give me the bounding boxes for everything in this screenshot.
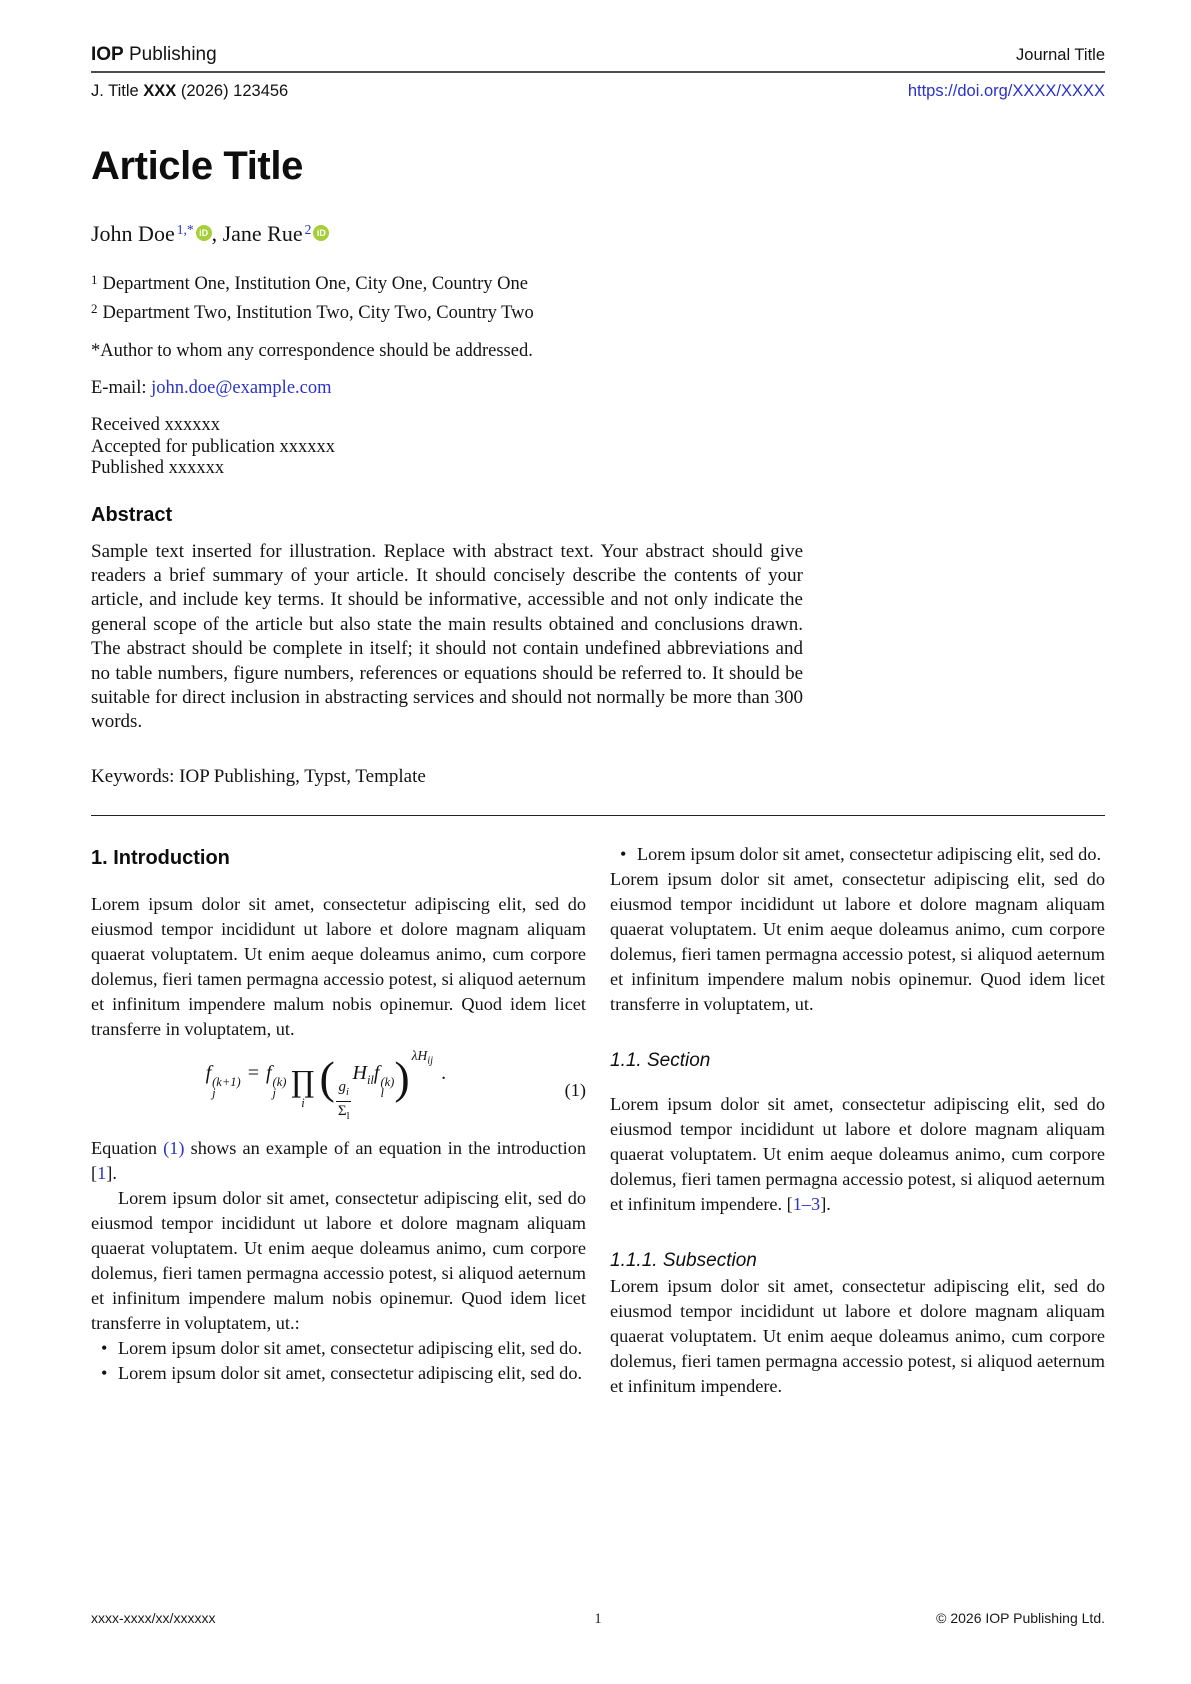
citation-row [91,82,1105,101]
author-separator: , [211,221,223,246]
page-footer [91,1610,1105,1628]
correspondence-note: *Author to whom any correspondence should be addressed. [91,341,533,361]
eq-sup: (k) [272,1074,287,1089]
list-item: • Lorem ipsum dolor sit amet, consectetur adipiscing elit, sed do. [637,842,1105,867]
citation-bracket: [ [786,1193,793,1214]
paragraph: Lorem ipsum dolor sit amet, consectetur adipiscing elit, sed do eiusmod tempor incididunt ut labore et dolore magnam aliquam quaerat voluptatem. Ut enim aeque doleamus animo, cum corpore dolemus, fieri tamen permagna accessio potest, si aliquod aeternum et infinitum impendere. [610,1275,1105,1396]
divider-rule [91,815,1105,816]
publisher-name [91,44,217,66]
section-heading-1-1-1: 1.1.1. Subsection [610,1249,757,1271]
eq-var-f: f [205,1061,212,1084]
text: Lorem ipsum dolor sit amet, consectetur adipiscing elit, sed do eiusmod tempor incididunt ut labore et dolore magnam aliquam quaerat voluptatem. Ut enim aeque doleamus animo, cum corpore dolemus, fieri tamen permagna accessio potest, si aliquod aeternum et infinitum impendere. [610,1093,1105,1214]
citation-prefix: J. Title [91,82,144,100]
page-number: 1 [594,1611,602,1627]
eq-sub: il [366,1072,374,1087]
product-index: i [301,1095,305,1110]
header-rule [91,71,1105,73]
eq-var-H: H [352,1061,367,1084]
paragraph: Lorem ipsum dolor sit amet, consectetur adipiscing elit, sed do eiusmod tempor incididunt ut labore et dolore magnam aliquam quaerat voluptatem. Ut enim aeque doleamus animo, cum corpore dolemus, fieri tamen permagna accessio potest, si aliquod aeternum et infinitum impendere malum nobis opinemur. Quod idem licet transferre in voluptatem, ut. [91,893,586,1039]
article-body [91,842,1105,1399]
eq-period: . [441,1061,447,1084]
affiliation-line [91,297,803,326]
published-date: Published xxxxxx [91,458,225,478]
author-line [91,217,803,247]
keywords-line [91,766,803,788]
eq-exponent [412,1043,433,1074]
paragraph [91,1136,586,1186]
eq-exp-base: λH [411,1047,428,1063]
bullet-list [610,842,1105,867]
equation-body [91,1047,561,1126]
abstract-text: Sample text inserted for illustration. Replace with abstract text. Your abstract should give readers a brief summary of your article. It should concisely describe the contents of your article, and include key terms. It should be informative, accessible and not only indicate the general scope of the article but also state the main results obtained and conclusions drawn. The abstract should be complete in itself; it should not contain undefined abbreviations and no table numbers, figure numbers, references or equations should be referred to. It should be suitable for direct inclusion in abstracting services and should not normally be more than 300 words. [91,540,803,733]
paragraph: Lorem ipsum dolor sit amet, consectetur adipiscing elit, sed do eiusmod tempor incididunt ut labore et dolore magnam aliquam quaerat voluptatem. Ut enim aeque doleamus animo, cum corpore dolemus, fieri tamen permagna accessio potest, si aliquod aeternum et infinitum impendere malum nobis opinemur. Quod idem licet transferre in voluptatem, ut.: [91,1187,586,1333]
author-name: John Doe [91,221,175,246]
keywords-value: IOP Publishing, Typst, Template [179,765,426,787]
received-date: Received xxxxxx [91,415,220,435]
eq-sup: (k+1) [212,1074,241,1089]
section-heading-introduction: 1. Introduction [91,846,230,869]
article-dates [91,415,803,480]
doi-link[interactable]: https://doi.org/XXXX/XXXX [907,82,1105,100]
eq-open-paren: ( [319,1051,335,1103]
citation-link[interactable]: 1–3 [792,1193,821,1214]
eq-scripts [272,1074,287,1100]
eq-sub: l [380,1085,384,1100]
email-link[interactable]: john.doe@example.com [151,378,332,398]
eq-scripts [212,1074,241,1100]
issn-code: xxxx-xxxx/xx/xxxxxx [91,1610,216,1626]
eq-sub: i [345,1086,349,1098]
journal-header [91,44,1105,66]
eq-sub: l [346,1110,350,1122]
paragraph: Lorem ipsum dolor sit amet, consectetur adipiscing elit, sed do eiusmod tempor incididunt ut labore et dolore magnam aliquam quaerat voluptatem. Ut enim aeque doleamus animo, cum corpore dolemus, fieri tamen permagna accessio potest, si aliquod aeternum et infinitum impendere malum nobis opinemur. Quod idem licet transferre in voluptatem, ut. [610,868,1105,1014]
fraction-numerator [336,1079,350,1101]
orcid-icon[interactable]: iD [313,225,329,241]
citation-bracket: [ [91,1162,98,1183]
affiliations [91,268,803,325]
eq-var-f: f [265,1061,272,1084]
eq-var-f: f [373,1061,380,1084]
eq-scripts [380,1074,395,1100]
orcid-icon[interactable]: iD [196,225,212,241]
front-matter [91,144,803,788]
copyright-notice: © 2026 IOP Publishing Ltd. [936,1610,1105,1626]
sigma-symbol: Σ [337,1102,347,1119]
keywords-label: Keywords: [91,765,180,787]
accepted-date: Accepted for publication xxxxxx [91,436,336,457]
eq-exp-sub: ij [427,1055,434,1067]
citation-suffix: (2026) 123456 [176,82,289,100]
equation-number: (1) [564,1079,586,1100]
list-item: • Lorem ipsum dolor sit amet, consectetur adipiscing elit, sed do. [118,1336,586,1361]
text: shows an example of an equation in the introduction [184,1137,587,1158]
email-label: E-mail: [91,378,152,398]
left-column [91,842,586,1399]
eq-sub: j [272,1085,277,1100]
citation-link[interactable]: 1 [97,1162,107,1183]
eq-equals: = [247,1061,259,1084]
publisher-name-rest: Publishing [123,44,217,65]
product-symbol: ∏ [291,1064,315,1099]
list-item: • Lorem ipsum dolor sit amet, consectetur adipiscing elit, sed do. [118,1361,586,1386]
eq-var-g: g [338,1078,346,1095]
affiliation-text: Department Two, Institution Two, City Two, Country Two [102,302,534,323]
section-heading-1-1: 1.1. Section [610,1049,711,1071]
affiliation-text: Department One, Institution One, City One, Country One [102,274,528,294]
equation-ref-link[interactable]: (1) [163,1137,185,1158]
citation-line [91,82,288,101]
citation-bracket: ]. [820,1193,831,1214]
eq-sub: j [212,1085,216,1100]
email-line [91,378,803,399]
citation-bracket: ]. [106,1162,117,1183]
page-title: Article Title [91,144,303,188]
affiliation-line [91,268,803,297]
citation-volume: XXX [143,82,177,100]
abstract-heading: Abstract [91,503,173,526]
text: Equation [91,1137,164,1158]
right-column [610,842,1105,1399]
bullet-list [91,1336,586,1386]
eq-sup: (k) [380,1074,395,1089]
journal-title: Journal Title [1016,46,1105,64]
affiliation-marker: 2 [91,300,98,316]
equation-1 [91,1047,586,1126]
author-name: Jane Rue [222,221,303,246]
author-affiliation-ref[interactable]: 1,* [176,222,194,237]
affiliation-marker: 1 [91,272,98,287]
paragraph [610,1092,1105,1217]
eq-fraction [336,1079,352,1126]
author-affiliation-ref[interactable]: 2 [304,222,312,237]
eq-close-paren: ) [394,1051,410,1103]
fraction-denominator [336,1101,352,1126]
publisher-name-bold: IOP [91,44,124,65]
product-operator [291,1064,315,1110]
